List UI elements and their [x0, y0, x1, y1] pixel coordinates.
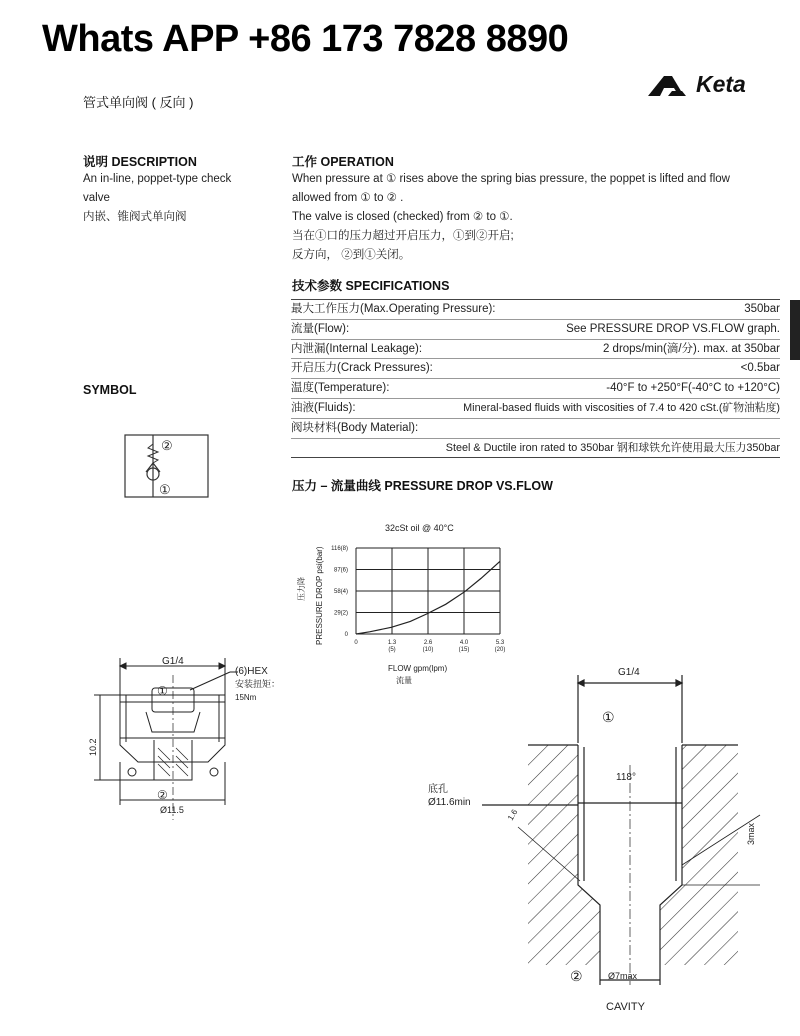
valve-drawing: [80, 650, 300, 825]
symbol-heading: SYMBOL: [83, 383, 137, 397]
spec-value: Mineral-based fluids with viscosities of 7.4 to 420 cSt.(矿物油粘度): [463, 401, 780, 414]
page-edge-tab: [790, 300, 800, 360]
spec-row: [291, 300, 780, 320]
document-title: 管式单向阀 ( 反向 ): [83, 95, 194, 110]
cavity-angle-label: 118°: [616, 772, 636, 783]
operation-line: The valve is closed (checked) from ② to ①.: [292, 211, 513, 223]
chart-ticks: [331, 546, 505, 653]
cavity-port2: ②: [570, 968, 583, 984]
chart-x-tick-label: 5.3: [495, 640, 505, 646]
cavity-bore-cn: 底孔: [428, 784, 448, 795]
operation-heading: 工作 OPERATION: [292, 155, 394, 169]
spec-label: 开启压力(Crack Pressures):: [291, 362, 433, 375]
valve-port2: ②: [157, 788, 168, 802]
spec-value: 2 drops/min(滴/分). max. at 350bar: [602, 342, 780, 355]
chart-y-tick-label: 0: [344, 632, 348, 638]
chart-x-tick-sublabel: (5): [388, 647, 396, 653]
spec-label: 油液(Fluids):: [291, 401, 356, 414]
chart-xlabel-cn: 流量: [396, 676, 412, 685]
cavity-bore-label: Ø11.6min: [428, 797, 471, 808]
valve-torque-value: 15Nm: [235, 693, 257, 702]
spec-value: 350bar: [744, 303, 780, 315]
spec-row: [291, 320, 780, 340]
chart-x-tick-sublabel: (10): [422, 647, 434, 653]
brand-name: Keta: [696, 71, 746, 97]
cavity-port1: ①: [602, 709, 615, 725]
spec-label: 内泄漏(Internal Leakage):: [291, 342, 423, 355]
spec-label: 阀块材料(Body Material):: [291, 421, 419, 434]
chart-x-tick-sublabel: (20): [494, 647, 506, 653]
operation-line: When pressure at ① rises above the spring bias pressure, the poppet is lifted and flow: [292, 173, 730, 185]
spec-value: See PRESSURE DROP VS.FLOW graph.: [566, 322, 780, 335]
keta-logo-icon: [646, 74, 694, 98]
spec-label: 最大工作压力(Max.Operating Pressure):: [291, 303, 496, 315]
chart-ylabel-cn: 压力降: [297, 577, 306, 601]
spec-row: [291, 379, 780, 399]
chart-grid: [356, 548, 500, 634]
spec-row: [291, 439, 780, 459]
spec-label: 温度(Temperature):: [291, 382, 390, 395]
spec-value: -40°F to +250°F(-40°C to +120°C): [606, 382, 780, 395]
specifications-heading: 技术参数 SPECIFICATIONS: [292, 279, 450, 293]
symbol-port2: ②: [161, 438, 173, 453]
chart-xlabel: FLOW gpm(lpm): [388, 664, 448, 673]
operation-line: allowed from ① to ② .: [292, 192, 404, 204]
check-valve-symbol: [120, 430, 215, 502]
chart-y-tick-label: 87(6): [333, 567, 348, 574]
spec-row: [291, 359, 780, 379]
operation-text: [292, 170, 787, 265]
whatsapp-banner: Whats APP +86 173 7828 8890: [42, 18, 569, 60]
cavity-g-label: G1/4: [618, 667, 640, 678]
description-line: An in-line, poppet-type check: [83, 173, 232, 185]
valve-torque-label: 安装扭矩：: [235, 679, 281, 689]
cavity-3max-label: 3max: [746, 822, 756, 845]
keta-logo: [646, 72, 781, 98]
cavity-caption: CAVITY: [606, 1001, 645, 1013]
spec-row: [291, 399, 780, 419]
symbol-port1: ①: [159, 482, 171, 497]
chart-title: 32cSt oil @ 40°C: [385, 523, 454, 533]
valve-height-label: 10.2: [88, 738, 98, 756]
valve-port1: ①: [157, 684, 168, 698]
cavity-drawing: [420, 655, 800, 1023]
chart-x-tick-label: 0: [354, 640, 358, 646]
chart-x-tick-label: 1.3: [387, 640, 397, 646]
valve-g-label: G1/4: [162, 656, 184, 667]
description-heading: 说明 DESCRIPTION: [83, 155, 197, 169]
spec-row: [291, 340, 780, 360]
cavity-chamfer-label: 1.6: [505, 807, 520, 822]
operation-line: 当在①口的压力超过开启压力，①到②开启;: [292, 230, 514, 242]
spec-value: <0.5bar: [740, 362, 780, 375]
valve-dia-label: Ø11.5: [160, 805, 184, 815]
chart-x-tick-label: 2.6: [423, 640, 433, 646]
spec-row: [291, 419, 780, 439]
description-text: [83, 170, 273, 227]
spec-value: Steel & Ductile iron rated to 350bar 钢和球铁允许使用最大压力350bar: [445, 441, 780, 454]
chart-x-tick-label: 4.0: [459, 640, 469, 646]
chart-x-tick-sublabel: (15): [458, 647, 470, 653]
chart-y-tick-label: 29(2): [333, 610, 348, 617]
description-line: valve: [83, 192, 110, 204]
valve-hex-label: (6)HEX: [235, 666, 268, 677]
chart-heading: 压力 – 流量曲线 PRESSURE DROP VS.FLOW: [292, 479, 553, 493]
description-line: 内嵌、锥阀式单向阀: [83, 211, 187, 223]
spec-label: 流量(Flow):: [291, 322, 350, 335]
cavity-dia7-label: Ø7max: [608, 971, 638, 981]
chart-y-tick-label: 116(8): [331, 546, 348, 552]
specifications-table: [291, 299, 780, 458]
chart-y-tick-label: 58(4): [333, 589, 348, 595]
chart-ylabel: PRESSURE DROP psi(bar): [315, 546, 324, 645]
operation-line: 反方向， ②到①关闭。: [292, 249, 411, 261]
